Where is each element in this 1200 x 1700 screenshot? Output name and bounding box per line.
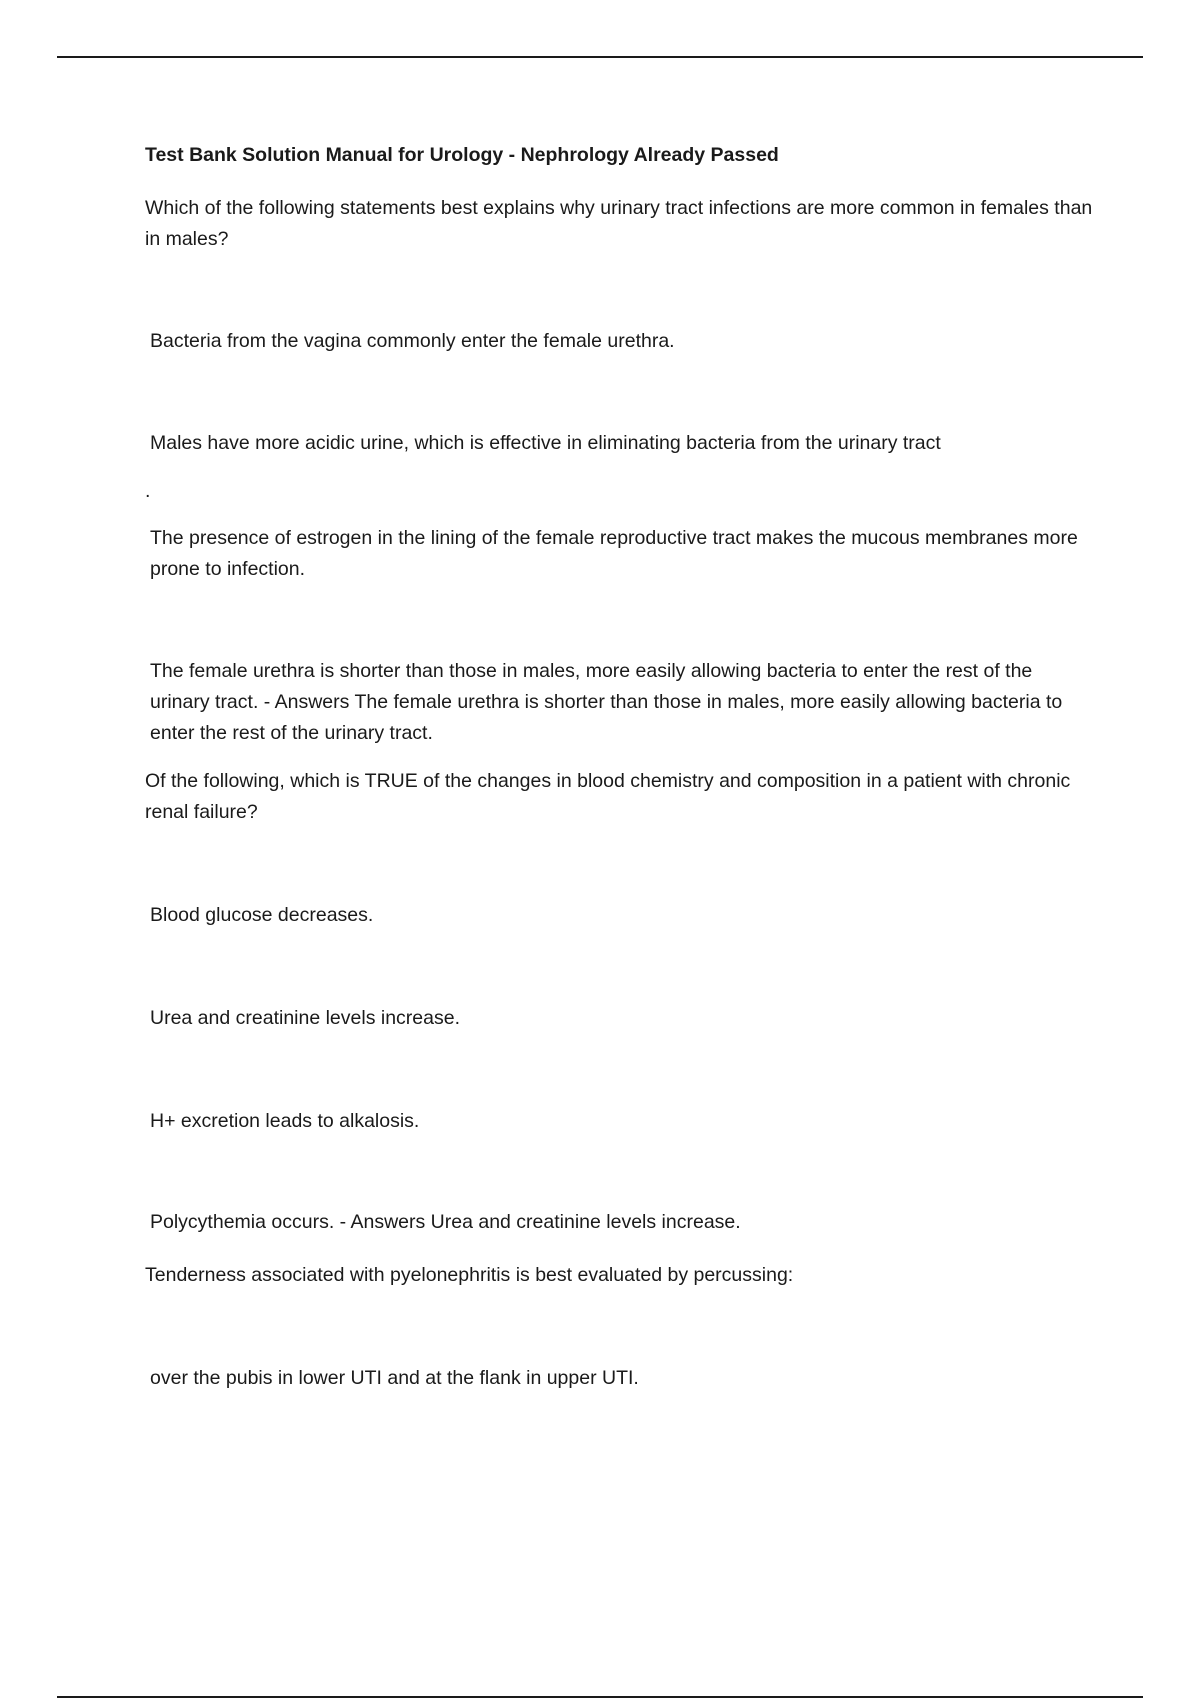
question-2-option-a: Blood glucose decreases. bbox=[150, 904, 374, 926]
question-2-option-d-answer: Polycythemia occurs. - Answers Urea and creatinine levels increase. bbox=[150, 1211, 741, 1233]
question-2-option-c: H+ excretion leads to alkalosis. bbox=[150, 1110, 420, 1132]
question-2-stem: Of the following, which is TRUE of the changes in blood chemistry and composition in a patient with chronic renal failure? bbox=[145, 770, 1071, 823]
question-1-option-d-answer: The female urethra is shorter than those in males, more easily allowing bacteria to enter the rest of the urinary tract. - Answers The female urethra is shorter than those in males, more easily allowing bacteria to enter the rest of the urinary tract. bbox=[150, 660, 1063, 744]
document-title: Test Bank Solution Manual for Urology - Nephrology Already Passed bbox=[145, 144, 779, 166]
stray-period: . bbox=[145, 480, 151, 502]
page-content bbox=[145, 140, 1095, 1394]
question-1-option-b: Males have more acidic urine, which is effective in eliminating bacteria from the urinary tract bbox=[150, 432, 941, 454]
header-rule bbox=[57, 56, 1143, 58]
question-1-option-a: Bacteria from the vagina commonly enter the female urethra. bbox=[150, 330, 675, 352]
question-3-stem: Tenderness associated with pyelonephritis is best evaluated by percussing: bbox=[145, 1264, 794, 1286]
question-2-option-b: Urea and creatinine levels increase. bbox=[150, 1007, 461, 1029]
question-3-option-a: over the pubis in lower UTI and at the flank in upper UTI. bbox=[150, 1367, 639, 1389]
question-1-option-c: The presence of estrogen in the lining of the female reproductive tract makes the mucous membranes more prone to infection. bbox=[150, 527, 1078, 580]
question-1-stem: Which of the following statements best explains why urinary tract infections are more common in females than in males? bbox=[145, 197, 1093, 250]
footer-rule bbox=[57, 1696, 1143, 1698]
